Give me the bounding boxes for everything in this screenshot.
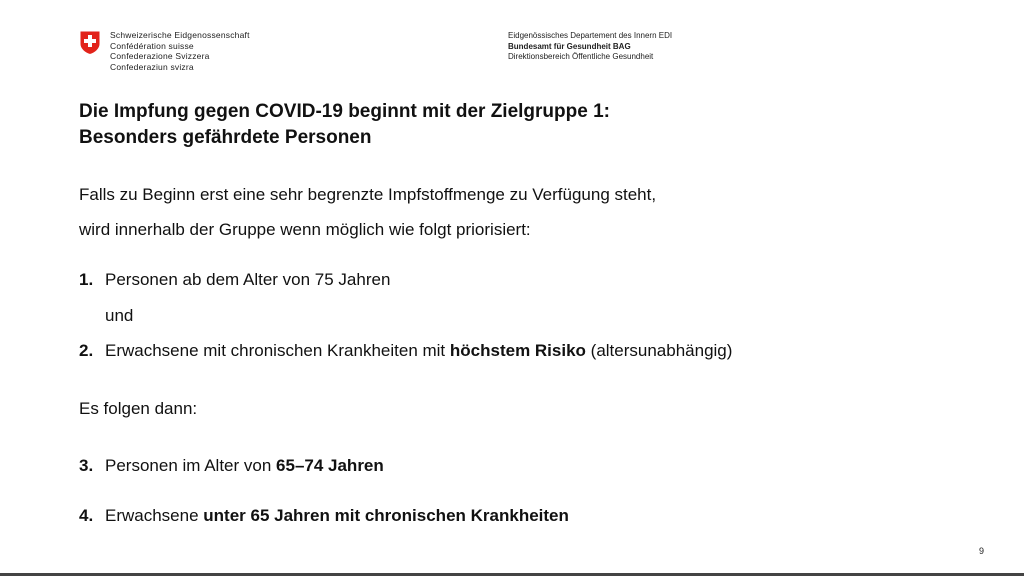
page-title (79, 99, 610, 151)
priority-item-2 (79, 340, 732, 362)
title-line-2: Besonders gefährdete Personen (79, 127, 372, 148)
item-text: Erwachsene (105, 506, 204, 525)
item-number: 1. (79, 270, 94, 289)
item-emphasis: höchstem Risiko (449, 341, 586, 360)
swiss-cross-shield-icon (79, 30, 101, 55)
intro-line-2: wird innerhalb der Gruppe wenn möglich wie folgt priorisiert: (79, 220, 531, 239)
priority-item-3 (79, 455, 384, 477)
conjunction-und: und (105, 306, 134, 325)
item-number: 3. (79, 456, 94, 475)
title-line-1: Die Impfung gegen COVID-19 beginnt mit der Zielgruppe 1: (79, 101, 610, 122)
priority-item-4 (79, 505, 569, 527)
item-number: 4. (79, 506, 94, 525)
item-emphasis: unter 65 Jahren mit chronischen Krankheiten (203, 506, 569, 525)
intro-line-1: Falls zu Beginn erst eine sehr begrenzte Impfstoffmenge zu Verfügung steht, (79, 185, 657, 204)
confederation-name-de: Schweizerische Eidgenossenschaft (110, 30, 250, 40)
department-info (508, 31, 672, 63)
item-number: 2. (79, 341, 94, 360)
item-text-suffix: (altersunabhängig) (585, 341, 733, 360)
item-text: Personen ab dem Alter von 75 Jahren (105, 270, 391, 289)
confederation-name-fr: Confédération suisse (110, 40, 194, 51)
confederation-name-rm: Confederaziun svizra (110, 61, 194, 72)
department-name: Eidgenössisches Departement des Innern EDI (508, 31, 673, 40)
followup-label: Es folgen dann: (79, 399, 198, 418)
item-emphasis: 65–74 Jahren (276, 456, 384, 475)
item-text: Personen im Alter von (105, 456, 277, 475)
confederation-name-it: Confederazione Svizzera (110, 51, 210, 61)
office-name: Bundesamt für Gesundheit BAG (508, 41, 631, 51)
item-text: Erwachsene mit chronischen Krankheiten mit (105, 341, 450, 360)
confederation-logo (79, 30, 250, 72)
confederation-names (110, 30, 250, 72)
division-name: Direktionsbereich Öffentliche Gesundheit (508, 52, 654, 61)
priority-item-1 (79, 269, 390, 291)
page-number: 9 (979, 546, 985, 556)
